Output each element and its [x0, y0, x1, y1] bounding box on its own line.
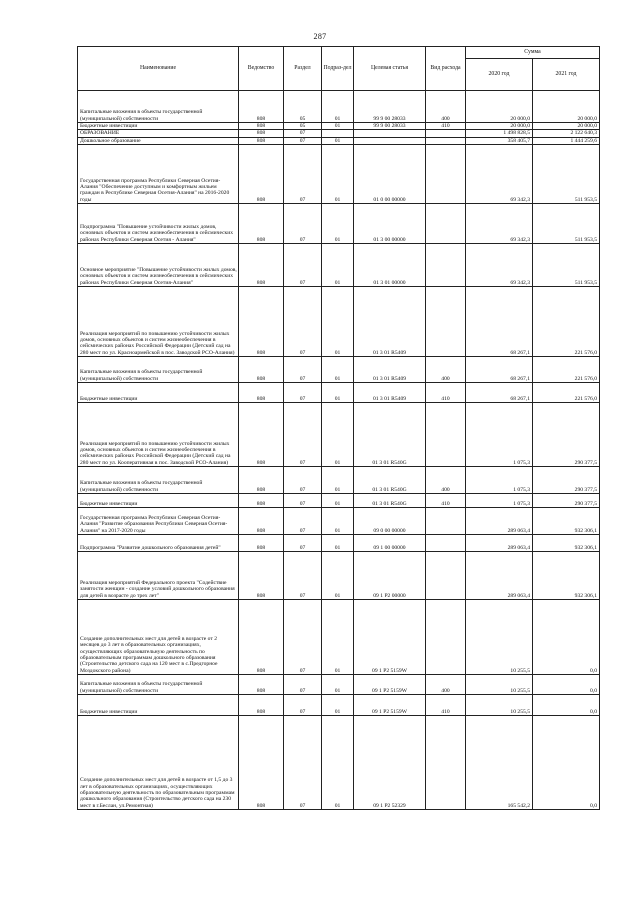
cell-target: 01 3 01 R540G	[354, 403, 426, 467]
cell-sec: 07	[284, 467, 322, 494]
cell-name: Бюджетные инвестиции	[78, 383, 239, 403]
cell-dept: 808	[239, 467, 284, 494]
cell-name: Реализация мероприятий по повышению устойчивости жилых домов, основных объектов и систем жизнеобеспечения в сейсмических районах Российской Федерации (Детский сад на 280 мест по ул. Кооперативная в пос. Заводской РСО-Алания)	[78, 403, 239, 467]
cell-sub: 01	[322, 695, 354, 716]
cell-target: 01 3 01 00000	[354, 244, 426, 287]
cell-v2021: 932 306,1	[533, 508, 600, 535]
cell-target: 01 3 01 R5409	[354, 287, 426, 357]
cell-dept: 808	[239, 137, 284, 144]
cell-sec: 07	[284, 403, 322, 467]
cell-sub: 01	[322, 123, 354, 130]
cell-dept: 808	[239, 383, 284, 403]
cell-v2021: 0,0	[533, 695, 600, 716]
cell-v2021: 932 306,1	[533, 552, 600, 600]
cell-type	[426, 137, 466, 144]
cell-v2021: 932 306,1	[533, 535, 600, 552]
cell-sub: 01	[322, 535, 354, 552]
table-row	[78, 383, 600, 403]
page-number: 287	[313, 32, 327, 41]
cell-type	[426, 287, 466, 357]
cell-target: 09 1 00 00000	[354, 535, 426, 552]
cell-name: Капитальные вложения в объекты государственной (муниципальной) собственности	[78, 357, 239, 383]
cell-sec: 07	[284, 137, 322, 144]
cell-sub: 01	[322, 357, 354, 383]
cell-type: 400	[426, 357, 466, 383]
cell-sec: 05	[284, 91, 322, 123]
cell-dept: 808	[239, 91, 284, 123]
cell-target	[354, 130, 426, 137]
header-dept: Ведомство	[239, 47, 284, 91]
cell-v2021: 511 953,5	[533, 244, 600, 287]
header-name: Наименование	[78, 47, 239, 91]
cell-sub: 01	[322, 145, 354, 204]
cell-type	[426, 145, 466, 204]
table-row	[78, 552, 600, 600]
cell-name: Реализация мероприятий по повышению устойчивости жилых домов, основных объектов и систем жизнеобеспечения в сейсмических районах Российской Федерации (Детский сад на 280 мест по ул. Красноармейской в пос. Заводской РСО-Алания)	[78, 287, 239, 357]
cell-sec: 07	[284, 287, 322, 357]
cell-v2021: 20 000,0	[533, 91, 600, 123]
cell-sub: 01	[322, 600, 354, 675]
cell-name: Капитальные вложения в объекты государственной (муниципальной) собственности	[78, 91, 239, 123]
cell-v2020: 68 267,1	[466, 383, 533, 403]
cell-target: 09 1 P2 5159W	[354, 600, 426, 675]
header-exptype: Вид расхода	[426, 47, 466, 91]
cell-v2020: 165 542,2	[466, 716, 533, 810]
cell-name: Дошкольное образование	[78, 137, 239, 144]
cell-sec: 07	[284, 145, 322, 204]
table-row	[78, 130, 600, 137]
cell-sec: 07	[284, 204, 322, 244]
cell-sec: 07	[284, 675, 322, 695]
cell-target: 01 0 00 00000	[354, 145, 426, 204]
table-row	[78, 145, 600, 204]
cell-v2020: 1 075,3	[466, 494, 533, 508]
cell-name: Государственная программа Республики Северная Осетия-Алания "Обеспечение доступным и комфортным жильем граждан в Республике Северная Осетия-Алания" на 2016-2020 годы	[78, 145, 239, 204]
cell-v2020: 69 342,3	[466, 204, 533, 244]
cell-sec: 05	[284, 123, 322, 130]
cell-name: Создание дополнительных мест для детей в возрасте от 1,5 до 3 лет в образовательных организациях, осуществляющих образовательную деятельность по образовательным программам дошкольного образования (Строительство детского сада на 230 мест в г.Беслан, ул.Ремонтная)	[78, 716, 239, 810]
cell-name: Бюджетные инвестиции	[78, 123, 239, 130]
cell-type	[426, 204, 466, 244]
table-row	[78, 494, 600, 508]
cell-type	[426, 403, 466, 467]
table-row	[78, 508, 600, 535]
header-2021: 2021 год	[533, 59, 600, 91]
cell-dept: 808	[239, 535, 284, 552]
cell-type	[426, 716, 466, 810]
cell-sec: 07	[284, 552, 322, 600]
cell-target: 01 3 01 R5409	[354, 357, 426, 383]
cell-v2021: 290 377,5	[533, 403, 600, 467]
cell-sub: 01	[322, 91, 354, 123]
cell-sub	[322, 130, 354, 137]
cell-type: 410	[426, 383, 466, 403]
cell-dept: 808	[239, 675, 284, 695]
cell-target: 09 1 P2 52329	[354, 716, 426, 810]
cell-v2020: 1 075,3	[466, 467, 533, 494]
cell-v2021: 0,0	[533, 716, 600, 810]
cell-dept: 808	[239, 244, 284, 287]
cell-v2020: 358 405,7	[466, 137, 533, 144]
table-row	[78, 403, 600, 467]
table-row	[78, 91, 600, 123]
cell-name: Государственная программа Республики Северная Осетия-Алания "Развитие образования Республики Северная Осетия-Алания" на 2017-2020 годы	[78, 508, 239, 535]
cell-target: 01 3 01 R540G	[354, 494, 426, 508]
cell-dept: 808	[239, 403, 284, 467]
table-row	[78, 467, 600, 494]
cell-dept: 808	[239, 552, 284, 600]
cell-v2021: 511 953,5	[533, 204, 600, 244]
cell-target	[354, 137, 426, 144]
cell-target: 01 3 01 R5409	[354, 383, 426, 403]
cell-sec: 07	[284, 130, 322, 137]
cell-sec: 07	[284, 535, 322, 552]
cell-name: Бюджетные инвестиции	[78, 494, 239, 508]
cell-v2020: 289 063,4	[466, 552, 533, 600]
cell-target: 09 1 P2 5159W	[354, 695, 426, 716]
cell-dept: 808	[239, 600, 284, 675]
header-sum: Сумма	[466, 47, 600, 59]
cell-v2021: 20 000,0	[533, 123, 600, 130]
header-subsection: Подраз-дел	[322, 47, 354, 91]
cell-dept: 808	[239, 145, 284, 204]
cell-dept: 808	[239, 716, 284, 810]
cell-sec: 07	[284, 244, 322, 287]
cell-sub: 01	[322, 467, 354, 494]
cell-sec: 07	[284, 383, 322, 403]
cell-sec: 07	[284, 508, 322, 535]
cell-name: Подпрограмма "Повышение устойчивости жилых домов, основных объектов и систем жизнеобеспечения в сейсмических районах Республики Северная Осетия - Алания"	[78, 204, 239, 244]
table-row	[78, 695, 600, 716]
table-row	[78, 123, 600, 130]
table-row	[78, 137, 600, 144]
cell-target: 01 3 00 00000	[354, 204, 426, 244]
cell-v2021: 0,0	[533, 600, 600, 675]
cell-v2021: 221 576,0	[533, 287, 600, 357]
cell-name: Реализация мероприятий Федерального проекта "Содействие занятости женщин - создание условий дошкольного образования для детей в возрасте до трех лет"	[78, 552, 239, 600]
cell-v2020: 69 342,3	[466, 244, 533, 287]
cell-dept: 808	[239, 695, 284, 716]
cell-target: 01 3 01 R540G	[354, 467, 426, 494]
cell-v2020: 68 267,1	[466, 287, 533, 357]
cell-name: Бюджетные инвестиции	[78, 695, 239, 716]
cell-type: 400	[426, 467, 466, 494]
cell-sec: 07	[284, 494, 322, 508]
cell-sub: 01	[322, 137, 354, 144]
cell-type	[426, 244, 466, 287]
cell-v2021: 221 576,0	[533, 383, 600, 403]
cell-sub: 01	[322, 244, 354, 287]
cell-sec: 07	[284, 600, 322, 675]
cell-name: Капитальные вложения в объекты государственной (муниципальной) собственности	[78, 675, 239, 695]
header-section: Раздел	[284, 47, 322, 91]
cell-dept: 808	[239, 494, 284, 508]
cell-v2020: 20 000,0	[466, 91, 533, 123]
cell-sub: 01	[322, 508, 354, 535]
cell-name: Подпрограмма "Развитие дошкольного образования детей"	[78, 535, 239, 552]
cell-type	[426, 552, 466, 600]
cell-v2020: 10 255,5	[466, 695, 533, 716]
cell-v2021: 290 377,5	[533, 467, 600, 494]
cell-name: Основное мероприятие "Повышение устойчивости жилых домов, основных объектов и систем жизнеобеспечения в сейсмических районах Республики Северная Осетия-Алания"	[78, 244, 239, 287]
cell-sub: 01	[322, 675, 354, 695]
cell-dept: 808	[239, 287, 284, 357]
cell-v2020: 68 267,1	[466, 357, 533, 383]
cell-v2021: 290 377,5	[533, 494, 600, 508]
table-row	[78, 675, 600, 695]
cell-dept: 808	[239, 130, 284, 137]
cell-type	[426, 600, 466, 675]
cell-v2020: 20 000,0	[466, 123, 533, 130]
cell-type	[426, 535, 466, 552]
header-2020: 2020 год	[466, 59, 533, 91]
cell-sec: 07	[284, 357, 322, 383]
cell-dept: 808	[239, 123, 284, 130]
cell-sub: 01	[322, 403, 354, 467]
cell-v2020: 10 255,5	[466, 600, 533, 675]
cell-v2020: 289 063,4	[466, 508, 533, 535]
cell-target: 09 0 00 00000	[354, 508, 426, 535]
table-row	[78, 204, 600, 244]
cell-name: Создание дополнительных мест для детей в возрасте от 2 месяцев до 3 лет в образовательных организациях, осуществляющих образовательную деятельность по образовательным программам дошкольного образования (Строительство детского сада на 120 мест в с.Предгорное Моздокского района)	[78, 600, 239, 675]
table-row	[78, 357, 600, 383]
cell-v2020: 69 342,3	[466, 145, 533, 204]
cell-v2021: 1 444 259,6	[533, 137, 600, 144]
cell-dept: 808	[239, 204, 284, 244]
cell-v2020: 1 498 828,5	[466, 130, 533, 137]
cell-name: ОБРАЗОВАНИЕ	[78, 130, 239, 137]
cell-type	[426, 508, 466, 535]
cell-target: 99 9 00 28033	[354, 91, 426, 123]
cell-v2020: 10 255,5	[466, 675, 533, 695]
cell-type: 410	[426, 123, 466, 130]
cell-type: 400	[426, 91, 466, 123]
table-row	[78, 287, 600, 357]
cell-sub: 01	[322, 552, 354, 600]
table-row	[78, 600, 600, 675]
cell-v2021: 0,0	[533, 675, 600, 695]
cell-dept: 808	[239, 357, 284, 383]
budget-table	[77, 46, 600, 810]
cell-v2021: 511 953,5	[533, 145, 600, 204]
header-target: Целевая статья	[354, 47, 426, 91]
cell-target: 99 9 00 28033	[354, 123, 426, 130]
cell-v2020: 289 063,4	[466, 535, 533, 552]
cell-type	[426, 130, 466, 137]
cell-sub: 01	[322, 287, 354, 357]
cell-sub: 01	[322, 716, 354, 810]
cell-sub: 01	[322, 383, 354, 403]
cell-sec: 07	[284, 695, 322, 716]
cell-v2020: 1 075,3	[466, 403, 533, 467]
table-row	[78, 535, 600, 552]
table-row	[78, 244, 600, 287]
cell-type: 410	[426, 494, 466, 508]
cell-target: 09 1 P2 5159W	[354, 675, 426, 695]
cell-type: 410	[426, 695, 466, 716]
cell-sub: 01	[322, 204, 354, 244]
cell-dept: 808	[239, 508, 284, 535]
cell-v2021: 2 122 640,3	[533, 130, 600, 137]
cell-sec: 07	[284, 716, 322, 810]
cell-target: 09 1 P2 00000	[354, 552, 426, 600]
table-row	[78, 716, 600, 810]
cell-v2021: 221 576,0	[533, 357, 600, 383]
cell-type: 400	[426, 675, 466, 695]
cell-sub: 01	[322, 494, 354, 508]
cell-name: Капитальные вложения в объекты государственной (муниципальной) собственности	[78, 467, 239, 494]
